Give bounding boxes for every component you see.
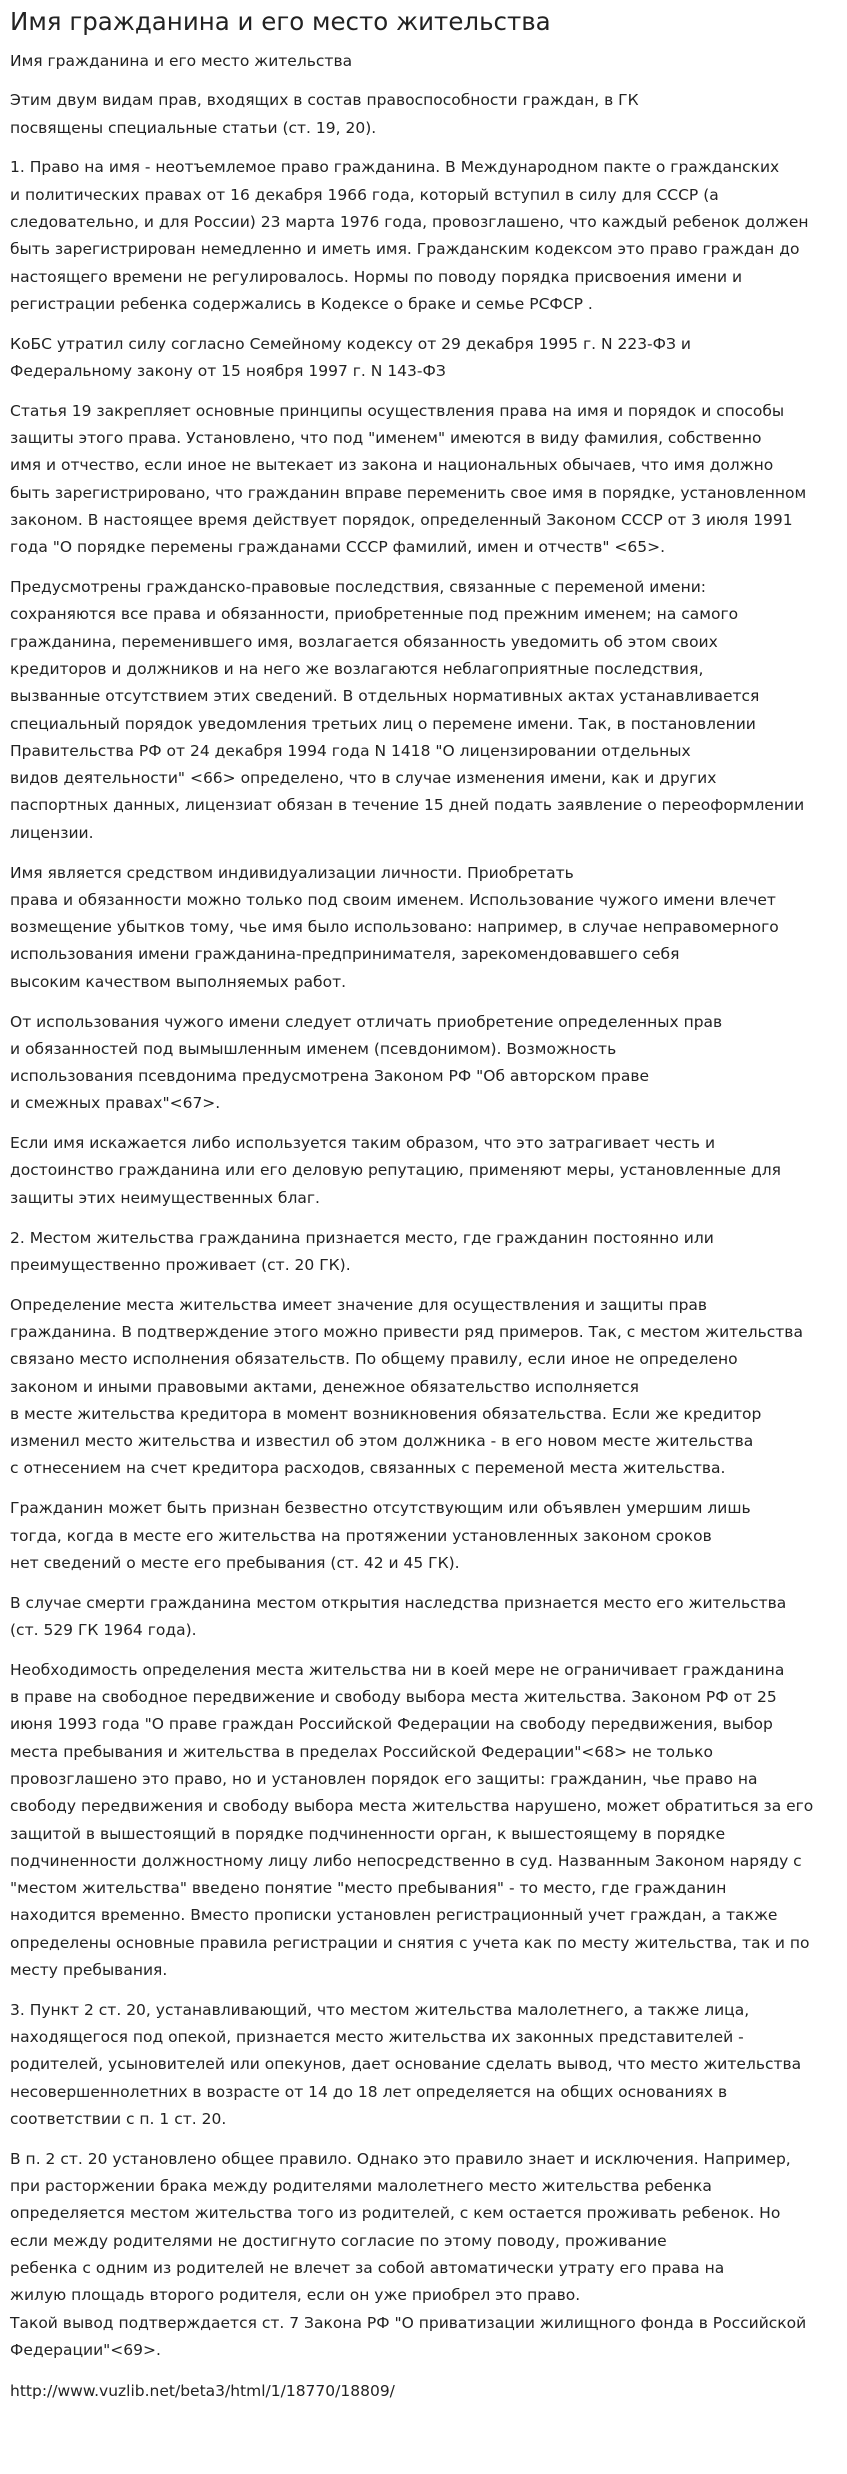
paragraph-12: В случае смерти гражданина местом открытия наследства признается место его жительства (ст. 529 ГК 1964 года).: [10, 1593, 787, 1639]
paragraph-8: Если имя искажается либо используется таким образом, что это затрагивает честь и достоинство гражданина или его деловую репутацию, применяют меры, установленные для защиты этих неимущественных благ.: [10, 1134, 781, 1207]
paragraph-4: Статья 19 закрепляет основные принципы осуществления права на имя и порядок и способы защиты этого права. Установлено, что под "именем" имеются в виду фамилия, собственно имя и отчество, если иное не вытекает из закона и национальных обычаев, что имя должно быть зарегистрировано, что гражданин вправе переменить свое имя в порядке, установленном законом. В настоящее время действует порядок, определенный Законом СССР от 3 июля 1991 года "О порядке перемены гражданами СССР фамилий, имен и отчеств" <65>.: [10, 401, 807, 557]
paragraph-1: Этим двум видам прав, входящих в состав правоспособности граждан, в ГК посвящены специальные статьи (ст. 19, 20).: [10, 91, 639, 137]
paragraph-11: Гражданин может быть признан безвестно отсутствующим или объявлен умершим лишь тогда, когда в месте его жительства на протяжении установленных законом сроков нет сведений о месте его пребывания (ст. 42 и 45 ГК).: [10, 1499, 751, 1572]
source-link[interactable]: http://www.vuzlib.net/beta3/html/1/18770/18809/: [10, 2382, 395, 2401]
page-title: Имя гражданина и его место жительства: [10, 7, 551, 36]
paragraph-9: 2. Местом жительства гражданина признается место, где гражданин постоянно или преимущественно проживает (ст. 20 ГК).: [10, 1228, 714, 1274]
paragraph-6: Имя является средством индивидуализации личности. Приобретать права и обязанности можно только под своим именем. Использование чужого имени влечет возмещение убытков тому, чье имя было использовано: например, в случае неправомерного использования имени гражданина-предпринимателя, зарекомендовавшего себя высоким качеством выполняемых работ.: [10, 863, 779, 991]
paragraph-13: Необходимость определения места жительства ни в коей мере не ограничивает гражданина в праве на свободное передвижение и свободу выбора места жительства. Законом РФ от 25 июня 1993 года "О праве граждан Российской Федерации на свободу передвижения, выбор места пребывания и жительства в пределах Российской Федерации"<68> не только провозглашено это право, но и установлен порядок его защиты: гражданин, чье право на свободу передвижения и свободу выбора места жительства нарушено, может обратиться за его защитой в вышестоящий в порядке подчиненности орган, к вышестоящему в порядке подчиненности должностному лицу либо непосредственно в суд. Названным Законом наряду с "местом жительства" введено понятие "место пребывания" - то место, где гражданин находится временно. Вместо прописки установлен регистрационный учет граждан, а также определены основные правила регистрации и снятия с учета как по месту жительства, так и по месту пребывания.: [10, 1660, 814, 1979]
paragraph-7: От использования чужого имени следует отличать приобретение определенных прав и обязанностей под вымышленным именем (псевдонимом). Возможность использования псевдонима предусмотрена Законом РФ "Об авторском праве и смежных правах"<67>.: [10, 1012, 723, 1113]
paragraph-14: 3. Пункт 2 ст. 20, устанавливающий, что местом жительства малолетнего, а также лица, находящегося под опекой, признается место жительства их законных представителей - родителей, усыновителей или опекунов, дает основание сделать вывод, что место жительства несовершеннолетних в возрасте от 14 до 18 лет определяется на общих основаниях в соответствии с п. 1 ст. 20.: [10, 2000, 802, 2128]
paragraph-5: Предусмотрены гражданско-правовые последствия, связанные с переменой имени: сохраняются все права и обязанности, приобретенные под прежним именем; на самого гражданина, переменившего имя, возлагается обязанность уведомить об этом своих кредиторов и должников и на него же возлагаются неблагоприятные последствия, вызванные отсутствием этих сведений. В отдельных нормативных актах устанавливается специальный порядок уведомления третьих лиц о перемене имени. Так, в постановлении Правительства РФ от 24 декабря 1994 года N 1418 "О лицензировании отдельных видов деятельности" <66> определено, что в случае изменения имени, как и других паспортных данных, лицензиат обязан в течение 15 дней подать заявление о переоформлении лицензии.: [10, 578, 805, 842]
paragraph-2: 1. Право на имя - неотъемлемое право гражданина. В Международном пакте о гражданских и политических правах от 16 декабря 1966 года, который вступил в силу для СССР (а следовательно, и для России) 23 марта 1976 года, провозглашено, что каждый ребенок должен быть зарегистрирован немедленно и иметь имя. Гражданским кодексом это право граждан до настоящего времени не регулировалось. Нормы по поводу порядка присвоения имени и регистрации ребенка содержались в Кодексе о браке и семье РСФСР .: [10, 158, 809, 313]
paragraph-10: Определение места жительства имеет значение для осуществления и защиты прав гражданина. В подтверждение этого можно привести ряд примеров. Так, с местом жительства связано место исполнения обязательств. По общему правилу, если иное не определено законом и иными правовыми актами, денежное обязательство исполняется в месте жительства кредитора в момент возникновения обязательства. Если же кредитор изменил место жительства и известил об этом должника - в его новом месте жительства с отнесением на счет кредитора расходов, связанных с переменой места жительства.: [10, 1295, 803, 1478]
document-subtitle: Имя гражданина и его место жительства: [10, 52, 353, 70]
paragraph-15: В п. 2 ст. 20 установлено общее правило. Однако это правило знает и исключения. Например, при расторжении брака между родителями малолетнего место жительства ребенка определяется местом жительства того из родителей, с кем остается проживать ребенок. Но если между родителями не достигнуто согласие по этому поводу, проживание ребенка с одним из родителей не влечет за собой автоматически утрату его права на жилую площадь второго родителя, если он уже приобрел это право. Такой вывод подтверждается ст. 7 Закона РФ "О приватизации жилищного фонда в Российской Федерации"<69>.: [10, 2149, 807, 2359]
paragraph-3: КоБС утратил силу согласно Семейному кодексу от 29 декабря 1995 г. N 223-ФЗ и Федеральному закону от 15 ноября 1997 г. N 143-ФЗ: [10, 334, 691, 380]
